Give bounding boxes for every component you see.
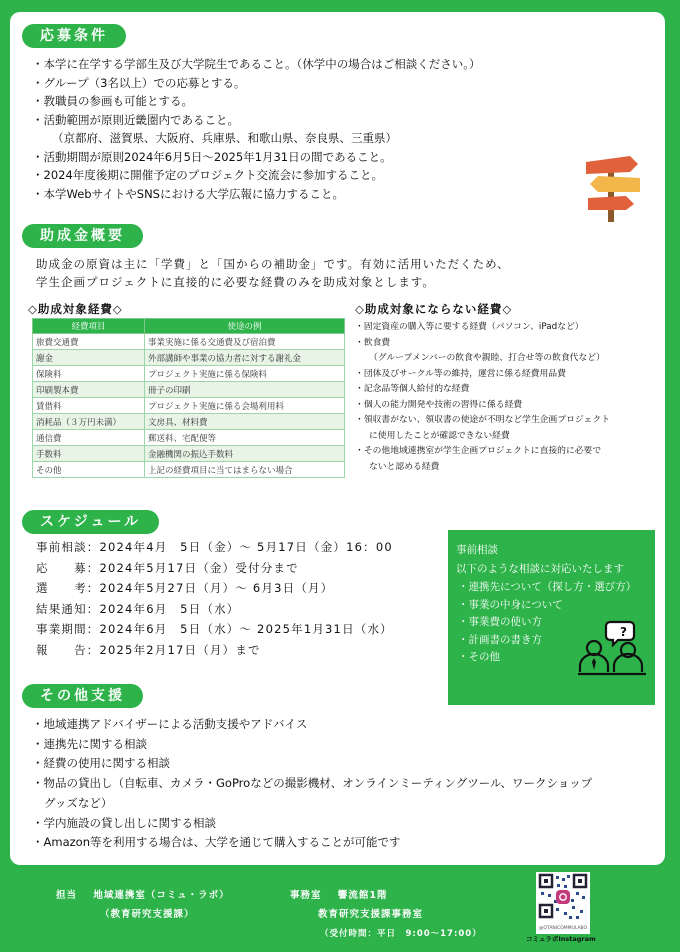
support-item: ・ 物品の貸出し（自転車、カメラ・GoProなどの撮影機材、オンラインミーティングツール、ワークショップ <box>32 774 652 794</box>
table-header-row <box>33 319 345 334</box>
table-cell: 謝金 <box>33 350 145 366</box>
schedule-row: 事業期間：2024年6月 5日（水）～ 2025年1月31日（水） <box>36 622 393 636</box>
office-name: 教育研究支援課事務室 <box>318 909 424 920</box>
table-row <box>33 430 345 446</box>
requirement-item: ・ 2024年度後期に開催予定のプロジェクト交流会に参加すること。 <box>32 166 481 185</box>
qr-code-icon <box>536 872 590 922</box>
grant-text-line1: 助成金の原資は主に「学費」と「国からの補助金」です。有効に活用いただくため、 <box>36 257 510 271</box>
table-row <box>33 446 345 462</box>
table-row <box>33 350 345 366</box>
qr-code[interactable] <box>536 872 590 934</box>
schedule-row: 報 告：2025年2月17日（月）まで <box>36 642 261 657</box>
svg-text:?: ? <box>620 625 627 639</box>
table-row <box>33 398 345 414</box>
footer-office <box>290 887 387 901</box>
table-cell: 郵送料、宅配便等 <box>145 430 345 446</box>
ineligible-item: ・ 個人の能力開発や技術の習得に係る経費 <box>355 398 655 414</box>
table-header: 経費項目 <box>33 319 145 334</box>
table-row <box>33 414 345 430</box>
ineligible-item: ・ 記念品等個人給付的な経費 <box>355 382 655 398</box>
ineligible-expenses-list <box>355 320 655 475</box>
office-building: 響流館1階 <box>337 890 388 901</box>
requirement-subitem: （京都府、滋賀県、大阪府、兵庫県、和歌山県、奈良県、三重県） <box>52 131 397 145</box>
office-label: 事務室 <box>290 890 322 901</box>
table-cell: 通信費 <box>33 430 145 446</box>
table-row <box>33 382 345 398</box>
contact-label: 担当 <box>56 890 78 901</box>
support-item: ・ 連携先に関する相談 <box>32 735 652 755</box>
footer-contact <box>56 887 230 901</box>
consultation-item: ・ 連携先について（探し方・選び方） <box>458 579 636 597</box>
consultation-item: ・ 事業の中身について <box>458 597 636 615</box>
contact-office: 地域連携室（コミュ・ラボ） <box>93 890 230 901</box>
schedule-row: 選 考：2024年5月27日（月）～ 6月3日（月） <box>36 581 334 595</box>
schedule-list <box>36 537 393 660</box>
requirement-item: ・ 活動範囲が原則近畿圏内であること。 <box>32 111 481 130</box>
schedule-row: 結果通知：2024年6月 5日（水） <box>36 601 240 616</box>
table-row <box>33 334 345 350</box>
requirement-item: ・ グループ（3名以上）での応募とする。 <box>32 74 481 93</box>
office-hours: （受付時間：平日 9:00～17:00） <box>320 929 482 939</box>
schedule-heading: スケジュール <box>22 510 159 534</box>
support-heading: その他支援 <box>22 684 143 708</box>
grant-text-line2: 学生企画プロジェクトに直接的に必要な経費のみを助成対象とします。 <box>36 275 435 289</box>
ineligible-item: ・ 飲食費 <box>355 336 655 352</box>
table-cell: 印刷製本費 <box>33 382 145 398</box>
qr-handle: @OTANICOMMULABO <box>538 926 588 931</box>
ineligible-item: に使用したことが確認できない経費 <box>369 430 510 441</box>
ineligible-item: ・ その他地域連携室が学生企画プロジェクトに直接的に必要で <box>355 444 655 460</box>
table-cell: 賃借料 <box>33 398 145 414</box>
table-cell: プロジェクト実施に係る保険料 <box>145 366 345 382</box>
requirements-list <box>32 55 481 203</box>
consultation-desc: 以下のような相談に対応いたします <box>456 563 624 575</box>
table-row <box>33 462 345 478</box>
table-cell: 保険料 <box>33 366 145 382</box>
table-header: 使途の例 <box>145 319 345 334</box>
ineligible-item: ないと認める経費 <box>369 461 440 472</box>
support-list <box>32 715 652 853</box>
requirement-item: ・ 本学WebサイトやSNSにおける大学広報に協力すること。 <box>32 185 481 204</box>
support-item: ・ 地域連携アドバイザーによる活動支援やアドバイス <box>32 715 652 735</box>
support-item: ・ 経費の使用に関する相談 <box>32 754 652 774</box>
ineligible-item: （グループメンバーの飲食や親睦、打合せ等の飲食代など） <box>369 353 605 363</box>
requirement-item: ・ 本学に在学する学部生及び大学院生であること。（休学中の場合はご相談ください。） <box>32 55 481 74</box>
ineligible-item: ・ 団体及びサークル等の維持，運営に係る経費用品費 <box>355 367 655 383</box>
table-cell: 手数料 <box>33 446 145 462</box>
table-cell: 冊子の印刷 <box>145 382 345 398</box>
ineligible-expenses-title: ◇助成対象にならない経費◇ <box>355 302 513 316</box>
table-cell: 金融機関の振込手数料 <box>145 446 345 462</box>
consultation-box <box>448 530 655 705</box>
table-cell: プロジェクト実施に係る会場利用料 <box>145 398 345 414</box>
table-cell: 上記の経費項目に当てはまらない場合 <box>145 462 345 478</box>
support-item: ・ 学内施設の貸し出しに関する相談 <box>32 814 652 834</box>
grant-heading: 助成金概要 <box>22 224 143 248</box>
table-cell: 消耗品（３万円未満） <box>33 414 145 430</box>
consultation-item: ・ 事業費の使い方 <box>458 614 636 632</box>
schedule-row: 応 募：2024年5月17日（金）受付分まで <box>36 560 299 575</box>
schedule-row: 事前相談：2024年4月 5日（金）～ 5月17日（金）16：00 <box>36 540 393 554</box>
eligible-expenses-title: ◇助成対象経費◇ <box>28 302 123 316</box>
requirement-item: ・ 教職員の参画も可能とする。 <box>32 92 481 111</box>
consultation-title: 事前相談 <box>456 544 498 556</box>
table-cell: 文房具、材料費 <box>145 414 345 430</box>
requirement-item: ・ 活動期間が原則2024年6月5日～2025年1月31日の間であること。 <box>32 148 481 167</box>
eligible-expenses-table <box>32 318 345 478</box>
ineligible-item: ・ 固定資産の購入等に要する経費（パソコン、iPadなど） <box>355 320 655 336</box>
table-cell: 旅費交通費 <box>33 334 145 350</box>
support-item: ・ Amazon等を利用する場合は、大学を通じて購入することが可能です <box>32 833 652 853</box>
table-cell: 事業実施に係る交通費及び宿泊費 <box>145 334 345 350</box>
signpost-icon <box>578 152 648 224</box>
requirements-heading: 応募条件 <box>22 24 126 48</box>
consultation-item: ・ その他 <box>458 649 636 667</box>
consultation-item: ・ 計画書の書き方 <box>458 632 636 650</box>
table-row <box>33 366 345 382</box>
qr-caption: コミュラボInstagram <box>526 935 596 943</box>
table-cell: 外部講師や事業の協力者に対する謝礼金 <box>145 350 345 366</box>
contact-sub: （教育研究支援課） <box>100 909 195 920</box>
support-item-cont: グッズなど） <box>44 795 113 810</box>
consultation-people-icon <box>576 618 648 684</box>
table-cell: その他 <box>33 462 145 478</box>
ineligible-item: ・ 領収書がない、領収書の使途が不明など学生企画プロジェクト <box>355 413 655 429</box>
